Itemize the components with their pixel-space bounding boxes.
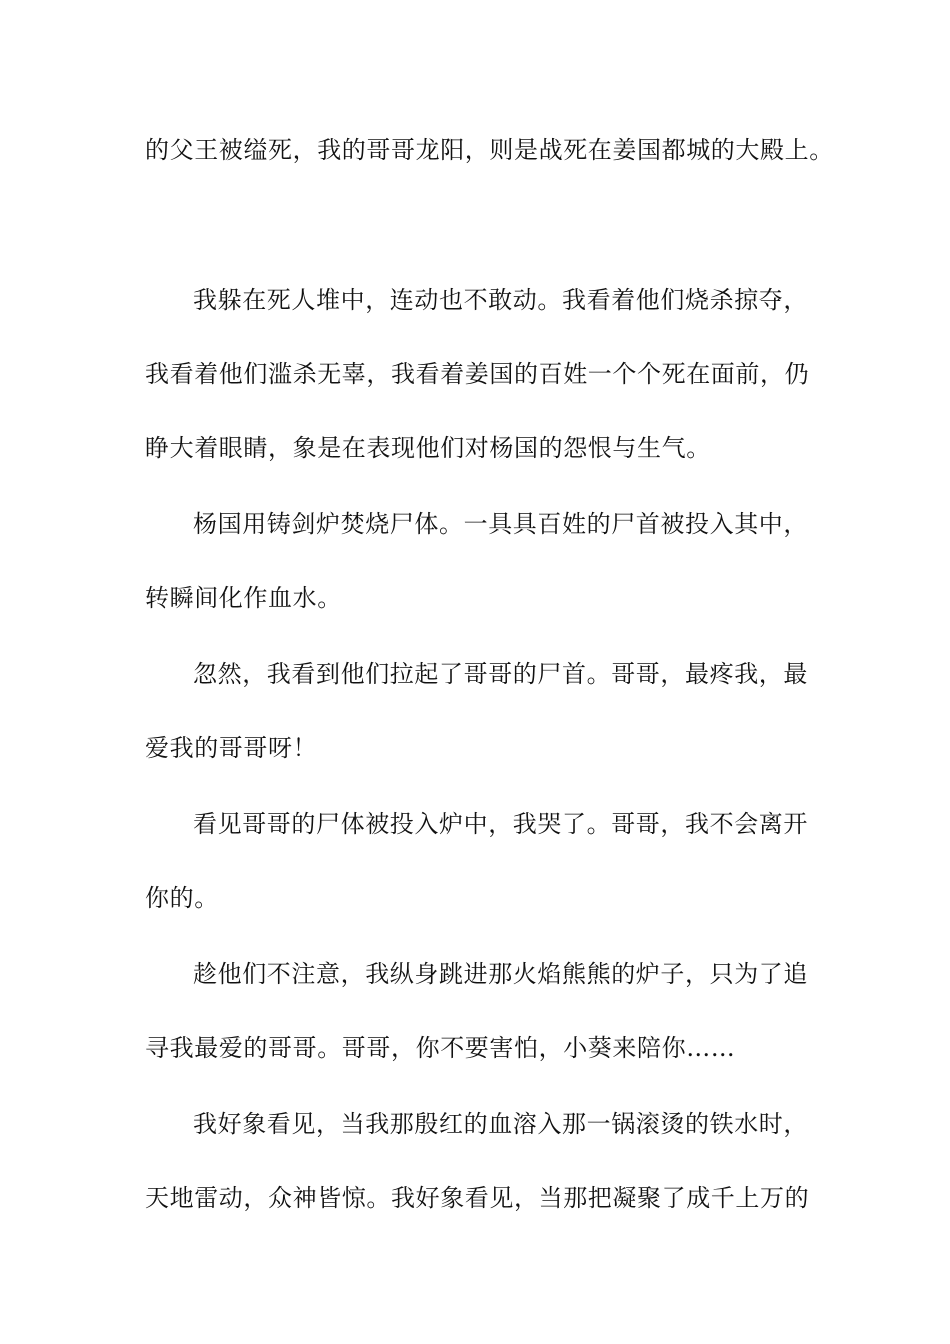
text-line: 爱我的哥哥呀！ <box>145 734 318 762</box>
text-line: 趁他们不注意，我纵身跳进那火焰熊熊的炉子，只为了追 <box>193 960 808 988</box>
text-line: 的父王被缢死，我的哥哥龙阳，则是战死在姜国都城的大殿上。 <box>145 136 834 164</box>
text-line: 我躲在死人堆中，连动也不敢动。我看着他们烧杀掠夺， <box>193 286 808 314</box>
text-line: 天地雷动，众神皆惊。我好象看见，当那把凝聚了成千上万的 <box>145 1184 810 1212</box>
text-line: 转瞬间化作血水。 <box>145 584 342 612</box>
text-line: 我看着他们滥杀无辜，我看着姜国的百姓一个个死在面前，仍 <box>145 360 810 388</box>
text-line: 看见哥哥的尸体被投入炉中，我哭了。哥哥，我不会离开 <box>193 810 808 838</box>
text-line: 我好象看见，当我那殷红的血溶入那一锅滚烫的铁水时， <box>193 1110 808 1138</box>
text-line: 寻我最爱的哥哥。哥哥，你不要害怕，小葵来陪你…… <box>145 1034 736 1062</box>
text-line: 忽然，我看到他们拉起了哥哥的尸首。哥哥，最疼我，最 <box>193 660 808 688</box>
text-line: 睁大着眼睛，象是在表现他们对杨国的怨恨与生气。 <box>145 434 711 462</box>
text-line: 你的。 <box>145 884 219 912</box>
text-line: 杨国用铸剑炉焚烧尸体。一具具百姓的尸首被投入其中， <box>193 510 808 538</box>
